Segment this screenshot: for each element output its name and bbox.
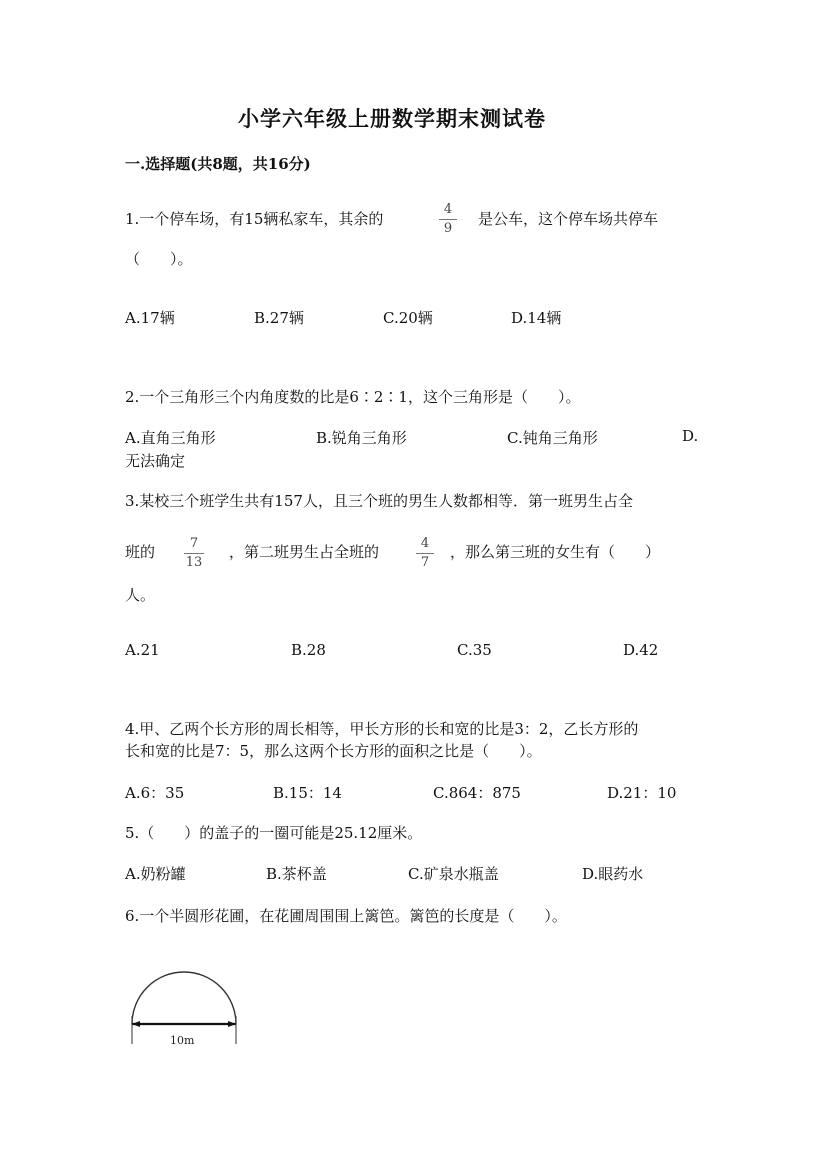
page-title: 小学六年级上册数学期末测试卷 xyxy=(238,106,546,131)
question-3-text-b: 班的 xyxy=(125,543,156,561)
question-3-fraction-2 xyxy=(414,536,436,571)
option-d-wrap[interactable]: 无法确定 xyxy=(125,452,186,470)
option-a[interactable]: A.直角三角形 xyxy=(125,429,216,447)
option-b[interactable]: B.茶杯盖 xyxy=(266,865,327,883)
option-a[interactable]: A.17辆 xyxy=(125,309,175,327)
option-c[interactable]: C.35 xyxy=(457,641,492,659)
option-d[interactable]: D.14辆 xyxy=(511,309,562,327)
option-a[interactable]: A.6：35 xyxy=(125,784,185,802)
option-a[interactable]: A.21 xyxy=(125,641,160,659)
option-d[interactable]: D.42 xyxy=(623,641,659,659)
option-d[interactable]: D.眼药水 xyxy=(582,865,644,883)
option-b[interactable]: B.28 xyxy=(291,641,326,659)
question-3-text-e: 人。 xyxy=(125,586,156,604)
option-c[interactable]: C.矿泉水瓶盖 xyxy=(408,865,499,883)
fraction-bar xyxy=(184,553,204,554)
arrow-left xyxy=(132,1021,140,1027)
option-d[interactable]: D.21：10 xyxy=(607,784,677,802)
question-4-text-a: 4.甲、乙两个长方形的周长相等，甲长方形的长和宽的比是3：2，乙长方形的 xyxy=(125,720,639,738)
option-c[interactable]: C.钝角三角形 xyxy=(507,429,598,447)
arrow-right xyxy=(228,1021,236,1027)
option-c[interactable]: C.20辆 xyxy=(383,309,433,327)
figure-label: 10m xyxy=(170,1034,195,1047)
fraction-numerator: 4 xyxy=(420,536,430,551)
option-a[interactable]: A.奶粉罐 xyxy=(125,865,186,883)
question-1-text-c: （ ）。 xyxy=(125,250,193,268)
option-b[interactable]: B.15：14 xyxy=(273,784,342,802)
semicircle-arc xyxy=(132,972,236,1024)
semicircle-figure xyxy=(120,960,260,1050)
fraction-bar xyxy=(439,219,457,220)
fraction-denominator: 9 xyxy=(443,221,453,236)
question-2-text: 2.一个三角形三个内角度数的比是6∶2∶1，这个三角形是（ ）。 xyxy=(125,388,581,406)
option-b[interactable]: B.27辆 xyxy=(254,309,304,327)
option-b[interactable]: B.锐角三角形 xyxy=(316,429,407,447)
option-c[interactable]: C.864：875 xyxy=(433,784,521,802)
question-5-text: 5.（ ）的盖子的一圈可能是25.12厘米。 xyxy=(125,824,423,842)
question-3-fraction-1 xyxy=(182,536,206,571)
fraction-bar xyxy=(416,553,434,554)
fraction-numerator: 7 xyxy=(189,536,199,551)
question-3-text-a: 3.某校三个班学生共有157人，且三个班的男生人数都相等．第一班男生占全 xyxy=(125,492,633,510)
question-1-text-b: 是公车，这个停车场共停车 xyxy=(478,210,659,228)
question-1-text-a: 1.一个停车场，有15辆私家车，其余的 xyxy=(125,210,384,228)
question-3-text-c: ，第二班男生占全班的 xyxy=(229,543,380,561)
question-4-text-b: 长和宽的比是7：5，那么这两个长方形的面积之比是（ ）。 xyxy=(125,742,542,760)
question-6-text: 6.一个半圆形花圃，在花圃周围围上篱笆。篱笆的长度是（ ）。 xyxy=(125,907,567,925)
section-heading: 一.选择题(共8题，共16分) xyxy=(125,155,311,173)
question-3-text-d: ，那么第三班的女生有（ ） xyxy=(450,543,661,561)
fraction-numerator: 4 xyxy=(443,202,453,217)
fraction-denominator: 7 xyxy=(420,555,430,570)
question-1-fraction xyxy=(437,202,459,237)
option-d[interactable]: D. xyxy=(682,427,699,445)
fraction-denominator: 13 xyxy=(185,555,203,570)
